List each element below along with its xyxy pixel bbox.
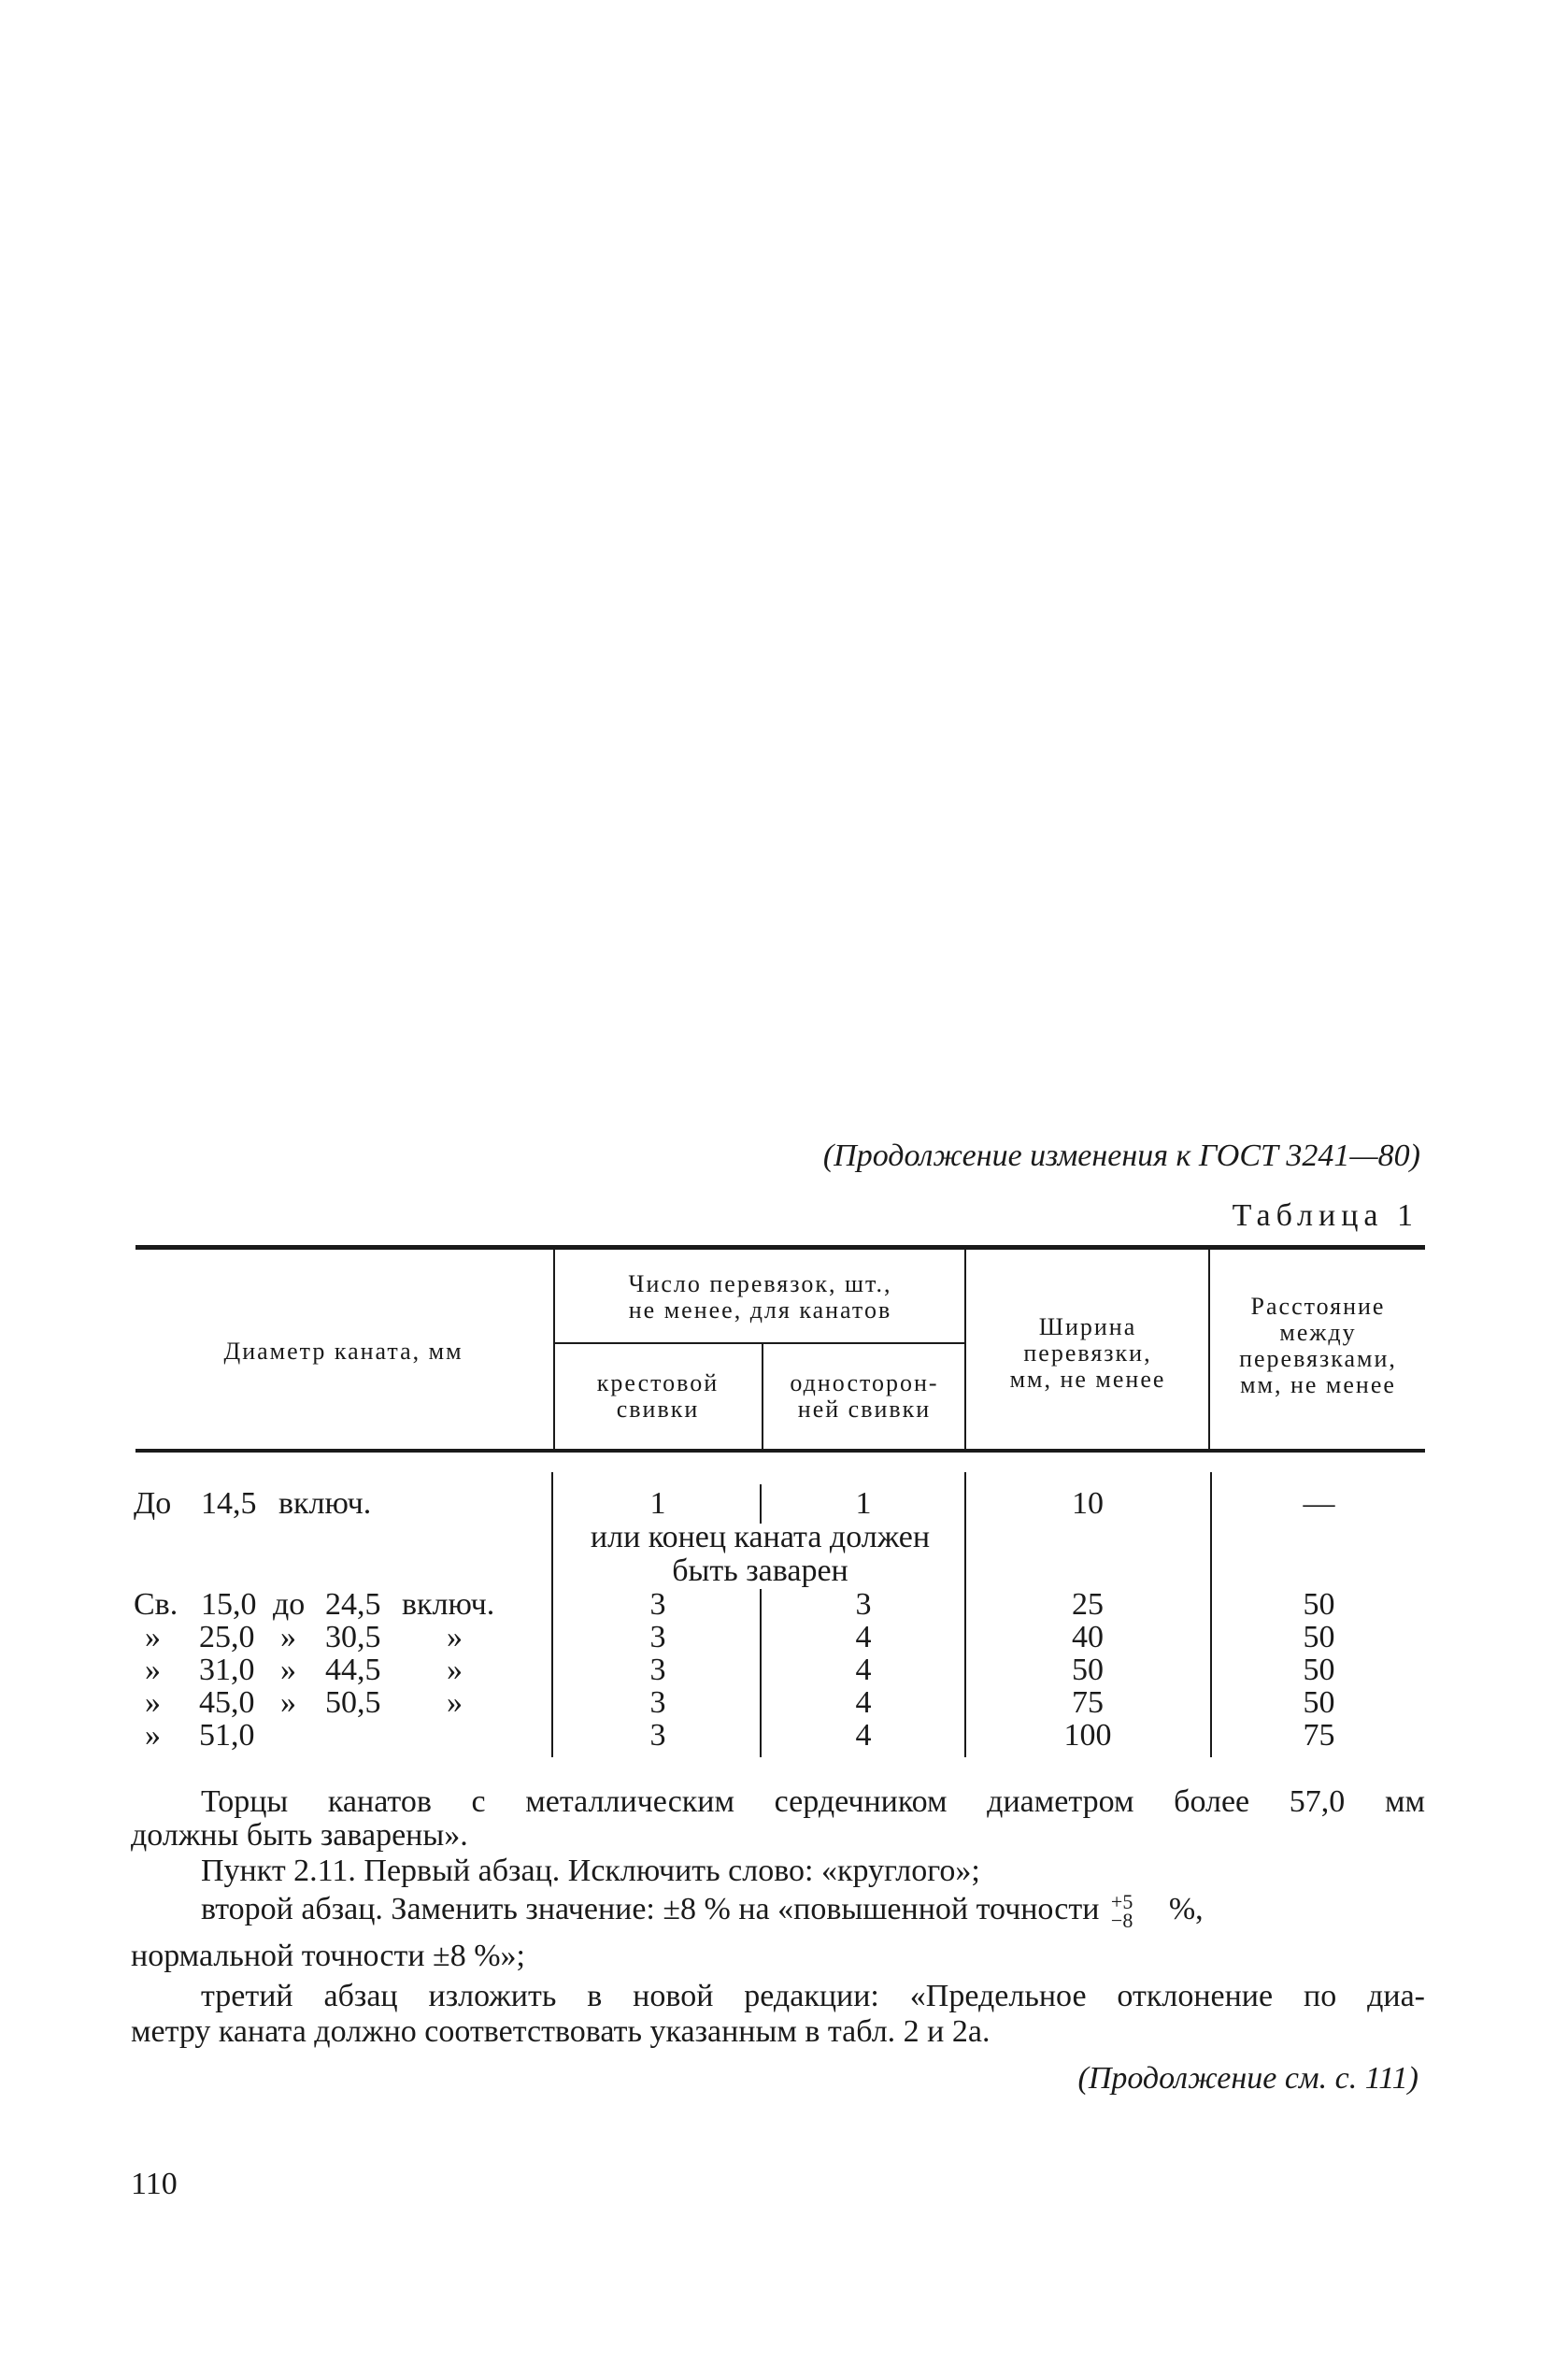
paragraph-clause-2-11: Пункт 2.11. Первый абзац. Исключить слово: «круглого»; xyxy=(201,1854,980,1888)
continued-note: (Продолжение см. с. 111) xyxy=(1077,2061,1418,2096)
header-divider xyxy=(762,1344,763,1449)
weld-note-line2: быть заварен xyxy=(672,1553,848,1588)
header-one-side-lay: односторон- ней свивки xyxy=(790,1369,939,1423)
table-header-rule xyxy=(135,1449,1425,1453)
paragraph-third-abzac-line1: третий абзац изложить в новой редакции: «Предельное отклонение по диа- xyxy=(201,1979,1425,2013)
body-divider xyxy=(551,1472,553,1757)
body-divider xyxy=(1210,1472,1212,1757)
tolerance-fraction: +5 −8 xyxy=(1110,1890,1133,1933)
table-caption: Таблица 1 xyxy=(1232,1198,1418,1233)
header-diameter: Диаметр каната, мм xyxy=(223,1338,463,1365)
weld-note-line1: или конец каната должен xyxy=(590,1520,931,1554)
continuation-note: (Продолжение изменения к ГОСТ 3241—80) xyxy=(822,1138,1420,1173)
header-cross-lay: крестовой свивки xyxy=(596,1369,720,1423)
body-divider xyxy=(760,1589,762,1757)
header-width: Ширина перевязки, мм, не менее xyxy=(1009,1313,1166,1393)
paragraph-second-abzac-line2: нормальной точности ±8 %»; xyxy=(131,1939,525,1973)
paragraph-ends-line1: Торцы канатов с металлическим сердечником диаметром более 57,0 мм xyxy=(201,1784,1425,1819)
body-divider xyxy=(760,1484,762,1524)
body-divider xyxy=(964,1472,966,1757)
paragraph-third-abzac-line2: метру каната должно соответствовать указанным в табл. 2 и 2а. xyxy=(131,2014,991,2049)
table-group-rule xyxy=(553,1342,964,1344)
paragraph-second-abzac: второй абзац. Заменить значение: ±8 % на «повышенной точности +5 −8 %, xyxy=(201,1890,1204,1933)
header-divider xyxy=(553,1250,555,1449)
page-number: 110 xyxy=(131,2167,178,2201)
header-divider xyxy=(1208,1250,1210,1449)
header-divider xyxy=(964,1250,966,1449)
table-top-rule xyxy=(135,1245,1425,1250)
header-distance: Расстояние между перевязками, мм, не менее xyxy=(1239,1293,1397,1398)
paragraph-ends-line2: должны быть заварены». xyxy=(131,1818,468,1853)
header-count-group: Число перевязок, шт., не менее, для канатов xyxy=(628,1270,892,1324)
